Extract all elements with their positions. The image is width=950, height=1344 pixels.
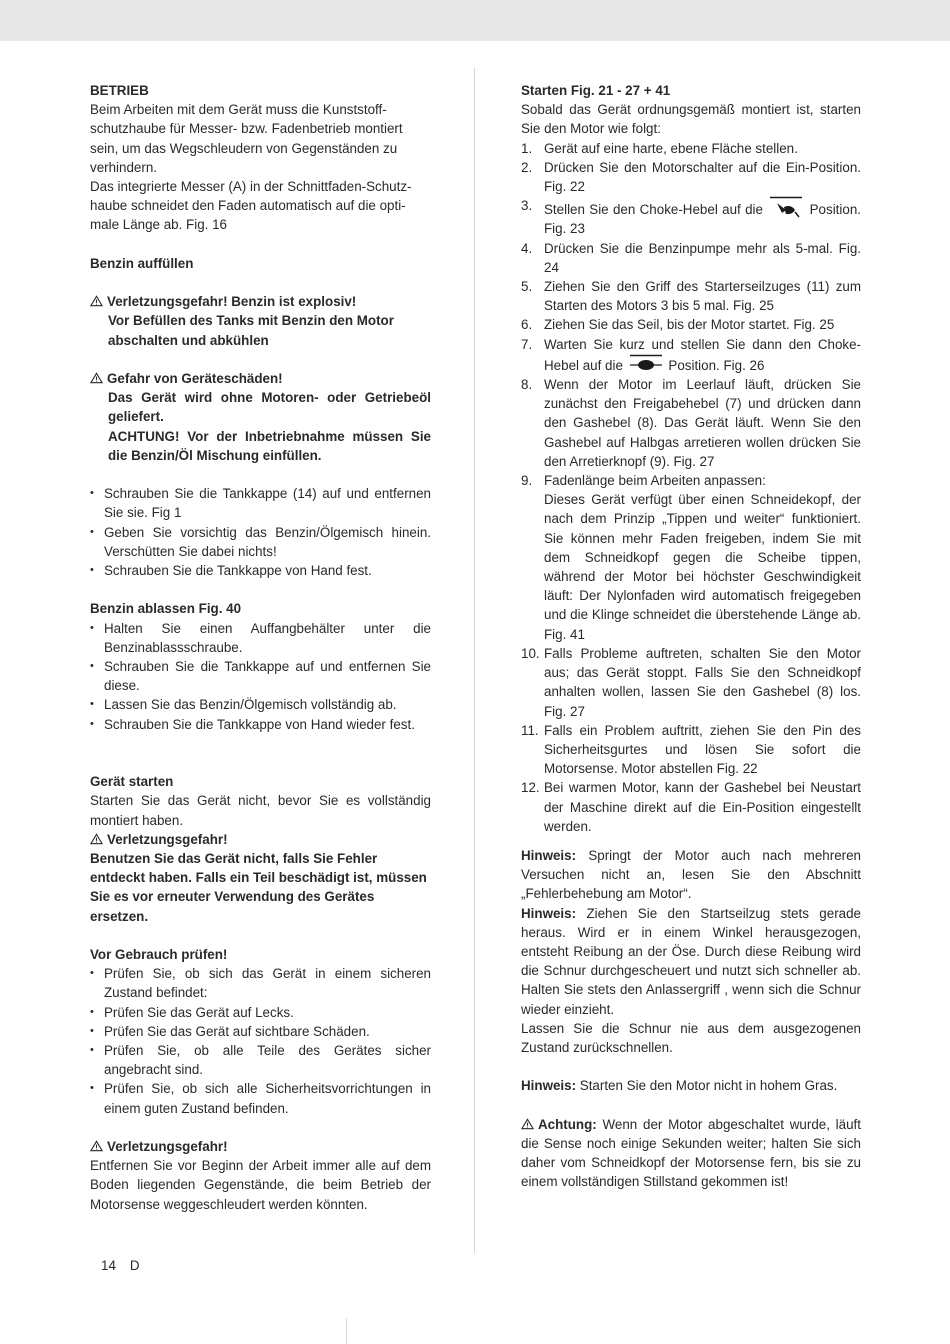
warning-title-text: Verletzungsgefahr! [107,831,228,847]
section-title-benzin: Benzin auffüllen [90,255,194,271]
caution-paragraph [521,1115,861,1192]
page-number: 14 [101,1258,116,1273]
step-number: 5. [521,279,533,295]
warning-title [90,369,431,388]
step-item [521,158,861,196]
step-text: Ziehen Sie den Griff des Starterseilzuges (11) zum Starten des Motors 3 bis 5 mal. Fig. 25 [544,279,861,314]
warning-title [90,292,431,311]
section-title-starten-fig: Starten Fig. 21 - 27 + 41 [521,83,671,98]
note-paragraph [521,1076,861,1095]
note-label: Hinweis: [521,847,577,863]
text-line: Das integrierte Messer (A) in der Schnittfaden-Schutz- [90,179,412,195]
caution-label: Achtung: [538,1116,597,1132]
step-text: Warten Sie kurz und stellen Sie dann den Choke-Hebel auf die [544,336,861,373]
list-item: • Prüfen Sie das Gerät auf sichtbare Schäden. [90,1022,431,1041]
choke-open-icon [629,354,663,374]
step-number: 2. [521,159,533,175]
warning-title-text: Verletzungsgefahr! [107,1139,228,1155]
column-divider [474,68,475,1253]
step-text: Wenn der Motor im Leerlauf läuft, drücken Sie zunächst den Freigabehebel (7) und drücken dann den Gashebel (8). Das Gerät läuft. Wenn Sie den Gashebel auf Halbgas arretieren wollen drücken Sie den Arretierknopf (9). Fig. 27 [544,377,861,469]
warning-text: Das Gerät wird ohne Motoren- oder Getriebeöl geliefert. [108,390,431,425]
paragraph: Entfernen Sie vor Beginn der Arbeit immer alle auf dem Boden liegenden Gegenstände, die beim Betrieb der Motorsense weggeschleudert werden könnten. [90,1158,431,1212]
list-item: • Schrauben Sie die Tankkappe von Hand fest. [90,561,431,580]
step-number: 11. [521,722,539,738]
choke-closed-icon [769,196,803,218]
step-text: Position. Fig. 26 [668,357,765,373]
note-paragraph [521,904,861,1019]
start-steps-list [521,139,861,836]
note-label: Hinweis: [521,905,577,921]
step-text: Gerät auf eine harte, ebene Fläche stellen. [544,140,798,156]
list-item: • Prüfen Sie das Gerät auf Lecks. [90,1003,431,1022]
step-text: Drücken Sie den Motorschalter auf die Ein-Position. Fig. 22 [544,159,861,195]
step-text: Ziehen Sie das Seil, bis der Motor startet. Fig. 25 [544,317,835,333]
step-item [521,335,861,375]
warning-triangle-icon [90,833,103,845]
caution-text: Wenn der Motor abgeschaltet wurde, läuft die Sense noch einige Sekunden weiter; halten Sie sich daher vom Schneidkopf der Motorsense fern, bis sie zu einem vollständigen Stillstand gekommen ist! [521,1116,861,1190]
step-item [521,139,861,158]
page-footer [101,1256,154,1275]
crop-mark [346,1318,347,1344]
paragraph: Starten Sie das Gerät nicht, bevor Sie es vollständig montiert haben. [90,793,431,828]
warning-text: Benutzen Sie das Gerät nicht, falls Sie Fehler entdeckt haben. Falls ein Teil beschädigt ist, müssen Sie es vor erneuter Verwendung des Gerätes ersetzen. [90,851,427,924]
fill-instructions-list [90,484,431,580]
note-text: Springt der Motor auch nach mehreren Versuchen nicht an, lesen Sie den Abschnitt „Fehlerbehebung am Motor“. [521,847,861,902]
step-number: 1. [521,140,533,156]
step-text: Dieses Gerät verfügt über einen Schneidekopf, der nach dem Prinzip „Tippen und weiter“ funktioniert. Sie können mehr Faden freigeben, indem Sie mit dem Schneidkopf gegen die Scheibe tippen, während der Motor bei höchster Geschwindigkeit läuft: Der Nylonfaden wird automatisch freigegeben und die Klinge schneidet die überstehende Länge ab. Fig. 41 [544,492,861,642]
step-number: 4. [521,240,533,256]
text-line: schutzhaube für Messer- bzw. Fadenbetrieb montiert [90,121,403,137]
left-column [90,81,431,1214]
step-text: Falls ein Problem auftritt, ziehen Sie den Pin des Sicherheitsgurtes und lösen Sie sofort die Motorsense. Motor abstellen Fig. 22 [544,722,861,777]
warning-title [90,1137,431,1156]
step-item [521,721,861,779]
step-number: 7. [521,336,533,352]
step-text: Position. Fig. 23 [544,202,861,237]
section-title-betrieb: BETRIEB [90,83,149,98]
step-item [521,644,861,721]
section-title-pruefen: Vor Gebrauch prüfen! [90,947,228,963]
text-line: male Länge ab. Fig. 16 [90,217,227,233]
check-list [90,964,431,1118]
top-band [0,0,950,41]
step-text: Falls Probleme auftreten, schalten Sie den Motor aus; das Gerät stoppt. Falls Sie den Schneidkopf anhalten wollen, lassen Sie den Gashebel (8) los. Fig. 27 [544,645,861,719]
warning-triangle-icon [90,295,103,307]
list-item: • Prüfen Sie, ob sich alle Sicherheitsvorrichtungen in einem guten Zustand befinden. [90,1079,431,1117]
text-line: haube schneidet den Faden automatisch auf die opti- [90,198,406,214]
list-item: • Schrauben Sie die Tankkappe von Hand wieder fest. [90,715,431,734]
step-number: 6. [521,317,533,333]
warning-triangle-icon [521,1118,534,1130]
step-text: Stellen Sie den Choke-Hebel auf die [544,202,763,218]
warning-title-text: Gefahr von Geräteschäden! [107,371,283,386]
step-text: Bei warmen Motor, kann der Gashebel bei Neustart der Maschine direkt auf die Ein-Position eingestellt werden. [544,780,861,834]
step-number: 10. [521,645,540,661]
list-item: • Lassen Sie das Benzin/Ölgemisch vollständig ab. [90,695,431,714]
step-item [521,375,861,471]
step-number: 12. [521,780,540,796]
list-item: • Halten Sie einen Auffangbehälter unter die Benzinablassschraube. [90,619,431,657]
step-item [521,315,861,334]
step-item [521,471,861,644]
note-label: Hinweis: [521,1078,577,1094]
step-item [521,277,861,315]
note-paragraph: Lassen Sie die Schnur nie aus dem ausgezogenen Zustand zurückschnellen. [521,1020,861,1055]
text-line: verhindern. [90,159,157,175]
step-text: Drücken Sie die Benzinpumpe mehr als 5-mal. Fig. 24 [544,240,861,275]
list-item: • Prüfen Sie, ob alle Teile des Gerätes sicher angebracht sind. [90,1041,431,1079]
list-item: • Prüfen Sie, ob sich das Gerät in einem sicheren Zustand befindet: [90,964,431,1002]
text-line: Beim Arbeiten mit dem Gerät muss die Kunststoff- [90,102,387,118]
step-item [521,196,861,238]
warning-text: ACHTUNG! Vor der Inbetriebnahme müssen Sie die Benzin/Öl Mischung einfüllen. [108,428,431,463]
step-number: 3. [521,198,533,214]
note-text: Ziehen Sie den Startseilzug stets gerade heraus. Wird er in einem Winkel herausgezogen, entsteht Reibung an der Öse. Durch diese Reibung wird die Schnur durchgescheuert und nutzt sich schneller ab. Halten Sie stets den Anlassergriff , wenn sich die Schnur wieder einzieht. [521,905,861,1017]
warning-triangle-icon [90,1140,103,1152]
step-number: 9. [521,473,533,489]
section-title-ablassen: Benzin ablassen Fig. 40 [90,601,242,617]
warning-text: Vor Befüllen des Tanks mit Benzin den Motor abschalten und abkühlen [108,313,394,348]
list-item: • Schrauben Sie die Tankkappe auf und entfernen Sie diese. [90,657,431,695]
betrieb-text [90,100,431,234]
note-paragraph [521,846,861,904]
note-text: Starten Sie den Motor nicht in hohem Gras. [576,1078,838,1094]
step-text: Fadenlänge beim Arbeiten anpassen: [544,473,766,489]
language-code: D [129,1258,140,1273]
right-column [521,81,861,1192]
step-item [521,778,861,836]
warning-title [90,830,431,849]
text-line: sein, um das Wegschleudern von Gegenständen zu [90,140,398,156]
step-number: 8. [521,377,533,393]
drain-instructions-list [90,619,431,734]
warning-title-text: Verletzungsgefahr! Benzin ist explosiv! [107,294,357,310]
list-item: • Schrauben Sie die Tankkappe (14) auf und entfernen Sie sie. Fig 1 [90,484,431,522]
step-item [521,239,861,277]
warning-triangle-icon [90,372,103,384]
paragraph: Sobald das Gerät ordnungsgemäß montiert ist, starten Sie den Motor wie folgt: [521,102,861,137]
section-title-starten: Gerät starten [90,774,174,790]
list-item: • Geben Sie vorsichtig das Benzin/Ölgemisch hinein. Verschütten Sie dabei nichts! [90,523,431,561]
